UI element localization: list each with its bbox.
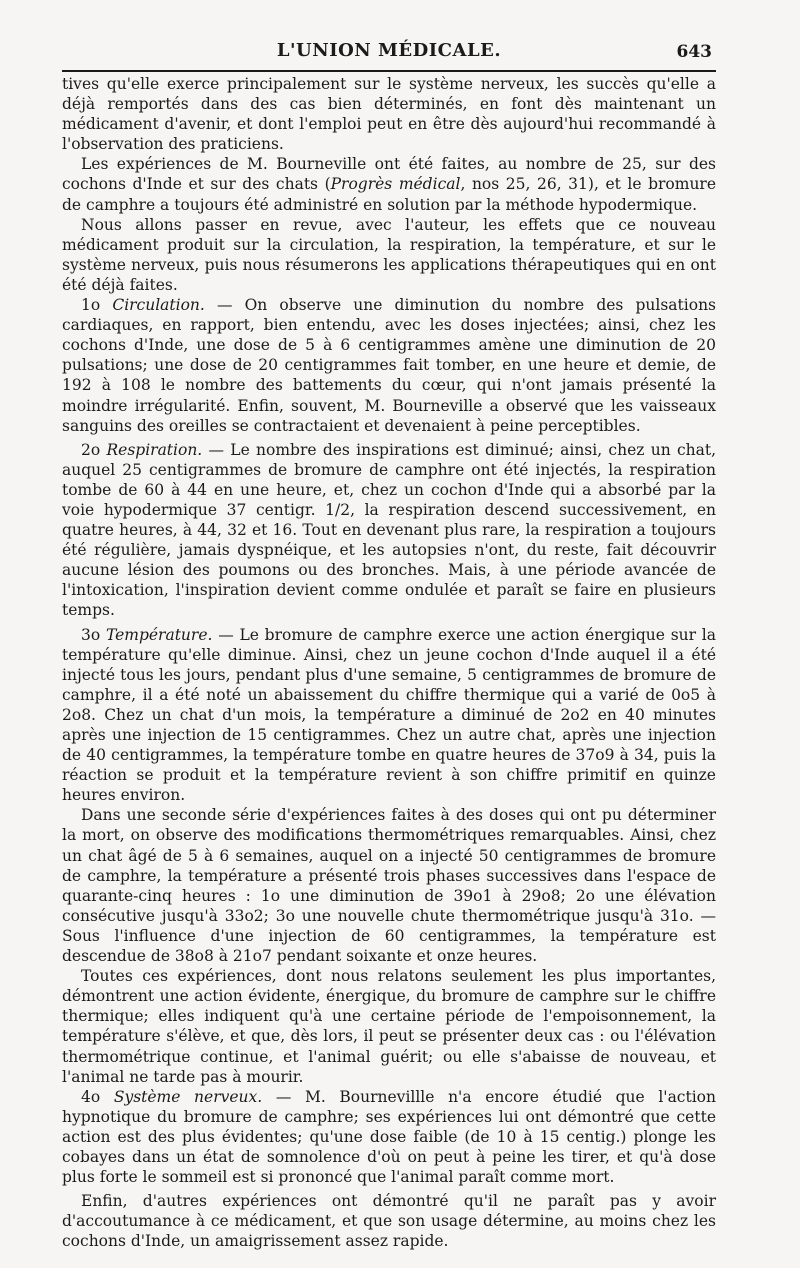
paragraph-overview: Nous allons passer en revue, avec l'auteur, les effets que ce nouveau médicament produit sur la circulation, la respiration, la température, et sur le système nerveux, puis nous résumerons les applications thérapeutiques qui en ont été déjà faites. bbox=[62, 215, 716, 294]
section-number: 4o bbox=[81, 1087, 114, 1106]
page-header bbox=[62, 40, 716, 68]
paragraph-experiments bbox=[62, 154, 716, 214]
section-number: 1o bbox=[81, 296, 113, 315]
header-rule bbox=[62, 70, 716, 72]
paragraph-final: Enfin, d'autres expériences ont démontré qu'il ne paraît pas y avoir d'accoutumance à ce médicament, et que son usage détermine, au moins chez les cochons d'Inde, un amaigrissement assez rapide. bbox=[62, 1192, 716, 1251]
article-body bbox=[62, 74, 716, 1251]
paragraph-lethal-doses: Dans une seconde série d'expériences faites à des doses qui ont pu déterminer la mort, on observe des modifications thermométriques remarquables. Ainsi, chez un chat âgé de 5 à 6 semaines, auquel on a injecté 50 centigrammes de bromure de camphre, la température a présenté trois phases successives dans l'espace de quarante-cinq heures : 1o une diminution de 39o1 à 29o8; 2o une élévation consécutive jusqu'à 33o2; 3o une nouvelle chute thermométrique jusqu'à 31o. — Sous l'influence d'une injection de 60 centigrammes, la température est descendue de 38o8 à 21o7 pendant soixante et onze heures. bbox=[62, 806, 716, 966]
running-title: L'UNION MÉDICALE. bbox=[276, 40, 502, 61]
section-text: — M. Bournevillle n'a encore étudié que l'action hypnotique du bromure de camphre; ses expériences lui ont démontré que cette action est des plus évidentes; qu'une dose faible (de 10 à 15 centig.) plonge les cobayes dans un état de somnolence d'où on peut à peine les tirer, et qu'à dose plus forte le sommeil est si prononcé que l'animal paraît comme mort. bbox=[62, 1087, 716, 1187]
section-nervous-system bbox=[62, 1087, 716, 1187]
paragraph-conclusion-temperature: Toutes ces expériences, dont nous relatons seulement les plus importantes, démontrent une action évidente, énergique, du bromure de camphre sur le chiffre thermique; elles indiquent qu'à une certaine période de l'empoisonnement, la température s'élève, et que, dès lors, il peut se présenter deux cas : ou l'élévation thermométrique continue, et l'animal guérit; ou elle s'abaisse de nouveau, et l'animal ne tarde pas à mourir. bbox=[62, 967, 716, 1086]
section-heading: Système nerveux. bbox=[113, 1087, 263, 1106]
section-text: — Le bromure de camphre exerce une action énergique sur la température qu'elle diminue. Ainsi, chez un jeune cochon d'Inde auquel il a été injecté tous les jours, pendant plus d'une semaine, 5 centigrammes de bromure de camphre, il a été noté un abaissement du chiffre thermique qui a varié de 0o5 à 2o8. Chez un chat d'un mois, la température a diminué de 2o2 en 40 minutes après une injection de 15 centigrammes. Chez un autre chat, après une injection de 40 centigrammes, la température tombe en quatre heures de 37o9 à 34, puis la réaction se produit et la température revient à son chiffre primitif en quinze heures environ. bbox=[62, 625, 716, 805]
section-heading: Respiration. bbox=[106, 440, 203, 459]
section-text: — Le nombre des inspirations est diminué; ainsi, chez un chat, auquel 25 centigrammes de bromure de camphre ont été injectés, la respiration tombe de 60 à 44 en une heure, et, chez un cochon d'Inde qui a absorbé par la voie hypodermique 37 centigr. 1/2, la respiration descend successivement, en quatre heures, à 44, 32 et 16. Tout en devenant plus rare, la respiration a toujours été régulière, jamais dyspnéique, et les autopsies n'ont, du reste, fait découvrir aucune lésion des poumons ou des bronches. Mais, à une période avancée de l'intoxication, l'inspiration devient comme ondulée et paraît se faire en plusieurs temps. bbox=[62, 440, 717, 620]
paragraph-intro-continuation: tives qu'elle exerce principalement sur le système nerveux, les succès qu'elle a déjà remportés dans des cas bien déterminés, en font dès maintenant un médicament d'avenir, et dont l'emploi peut en être dès aujourd'hui recommandé à l'observation des praticiens. bbox=[62, 75, 716, 154]
section-temperature bbox=[62, 625, 716, 806]
paragraph-text: , nos 25, 26, 31), et le bromure de camphre a toujours été administré en solution par la méthode hypodermique. bbox=[62, 175, 717, 214]
page-number: 643 bbox=[676, 42, 712, 62]
section-number: 3o bbox=[81, 625, 106, 644]
section-heading: Circulation. bbox=[112, 296, 205, 315]
journal-reference: Progrès médical bbox=[330, 175, 461, 194]
section-text: — On observe une diminution du nombre des pulsations cardiaques, en rapport, bien entendu, avec les doses injectées; ainsi, chez les cochons d'Inde, une dose de 5 à 6 centigrammes amène une diminution de 20 pulsations; une dose de 20 centigrammes fait tomber, en une heure et demie, de 192 à 108 le nombre des battements du cœur, qui n'ont jamais présenté la moindre irrégularité. Enfin, souvent, M. Bourneville a observé que les vaisseaux sanguins des oreilles se contractaient et devenaient à peine perceptibles. bbox=[62, 296, 717, 435]
section-respiration bbox=[62, 440, 716, 621]
paragraph-text: Les expériences de M. Bourneville ont été faites, au nombre de 25, sur des cochons d'Inde et sur des chats ( bbox=[62, 155, 716, 194]
section-heading: Température. bbox=[105, 625, 213, 644]
section-circulation bbox=[62, 295, 716, 436]
section-number: 2o bbox=[81, 440, 107, 459]
